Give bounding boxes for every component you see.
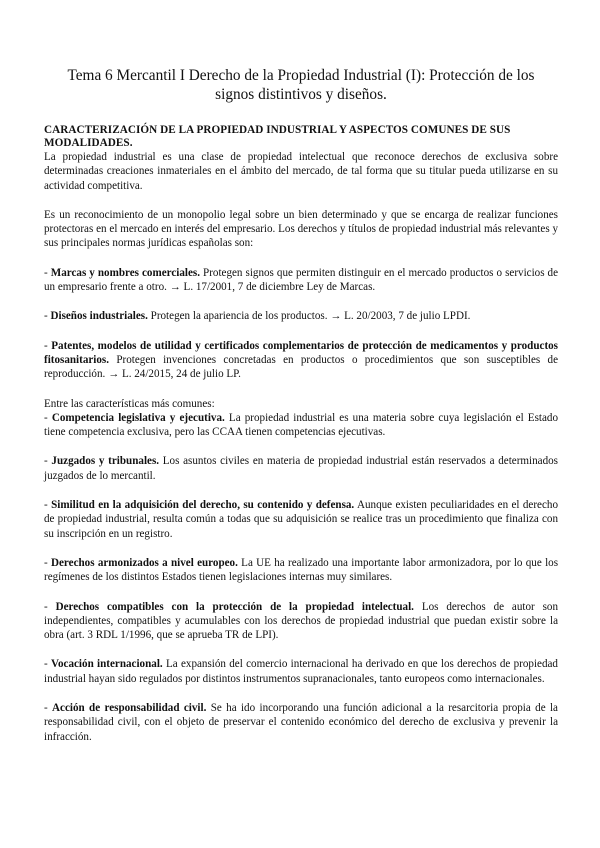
- item-term: Juzgados y tribunales.: [51, 455, 160, 468]
- item-text: Protegen la apariencia de los productos. → L. 20/2003, 7 de julio LPDI.: [147, 310, 471, 323]
- item-text: Protegen invenciones concretadas en productos o procedimientos que son susceptibles de reproducción. → L. 24/2015, 24 de julio LP.: [44, 353, 558, 381]
- item-prefix: -: [44, 702, 53, 715]
- item-text: Los asuntos civiles en materia de propiedad industrial están reservados a determinados juzgados de lo mercantil.: [44, 455, 559, 482]
- feature-item-armonizados: [44, 556, 558, 585]
- features-intro: Entre las características más comunes:: [44, 397, 215, 410]
- section-heading: CARACTERIZACIÓN DE LA PROPIEDAD INDUSTRIAL Y ASPECTOS COMUNES DE SUS MODALIDADES.: [44, 124, 511, 149]
- type-item-disenos: [44, 309, 558, 323]
- item-term: Vocación internacional.: [51, 658, 163, 671]
- feature-item-compatibles: [44, 600, 558, 643]
- item-term: Derechos armonizados a nivel europeo.: [51, 556, 238, 569]
- item-text: Se ha ido incorporando una función adicional a la resarcitoria propia de la responsabilidad civil, con el objeto de preservar el contenido económico del derecho de exclusiva y prevenir la infracción.: [44, 702, 558, 743]
- type-item-marcas: [44, 266, 558, 295]
- item-prefix: -: [44, 499, 52, 512]
- item-prefix: -: [44, 339, 52, 352]
- item-text: Protegen signos que permiten distinguir en el mercado productos o servicios de un empresario frente a otro. → L. 17/2001, 7 de diciembre Ley de Marcas.: [44, 266, 559, 294]
- item-prefix: -: [44, 658, 51, 671]
- item-prefix: -: [44, 266, 51, 279]
- item-term: Marcas y nombres comerciales.: [50, 266, 201, 279]
- feature-item-juzgados: [44, 454, 558, 483]
- item-prefix: -: [44, 556, 51, 569]
- item-text: Los derechos de autor son independientes, compatibles y acumulables con los derechos de propiedad industrial que puedan existir sobre la obra (art. 3 RDL 1/1996, que se aprueba TR de LPI).: [44, 600, 558, 642]
- type-item-patentes: [44, 339, 558, 382]
- item-term: Similitud en la adquisición del derecho, su contenido y defensa.: [51, 499, 355, 512]
- item-text: La propiedad industrial es una materia sobre cuya legislación el Estado tiene competencia exclusiva, pero las CCAA tienen competencias ejecutivas.: [44, 411, 558, 439]
- feature-item-vocacion: [44, 657, 558, 686]
- item-text: La UE ha realizado una importante labor armonizadora, por lo que los regímenes de los distintos Estados tienen legislaciones internas muy similares.: [44, 556, 559, 584]
- item-text: Aunque existen peculiaridades en el derecho de propiedad industrial, resulta común a todas que su adquisición se realice tras un procedimiento que finaliza con su inscripción en un registro.: [44, 499, 558, 540]
- item-term: Diseños industriales.: [50, 310, 148, 323]
- item-text: La expansión del comercio internacional ha derivado en que los derechos de propiedad industrial hayan sido regulados por distintos instrumentos supranacionales, tanto europeos como internacionales.: [44, 658, 558, 685]
- item-prefix: -: [44, 310, 51, 323]
- feature-item-similitud: [44, 498, 558, 541]
- intro-paragraph-2: Es un reconocimiento de un monopolio legal sobre un bien determinado y que se encarga de realizar funciones protectoras en el mercado en interés del empresario. Los derechos y títulos de propiedad industrial más relevantes y sus principales normas jurídicas españolas son:: [44, 208, 558, 250]
- item-prefix: -: [44, 455, 52, 468]
- item-term: Derechos compatibles con la protección de la propiedad intelectual.: [55, 600, 414, 613]
- item-prefix: -: [44, 411, 52, 424]
- document-title: Tema 6 Mercantil I Derecho de la Propiedad Industrial (I): Protección de los signos distintivos y diseños.: [67, 67, 535, 103]
- item-term: Competencia legislativa y ejecutiva.: [51, 411, 225, 424]
- feature-item-competencia: [44, 411, 558, 440]
- item-term: Acción de responsabilidad civil.: [52, 702, 207, 715]
- item-prefix: -: [44, 600, 56, 613]
- feature-item-responsabilidad: [44, 701, 558, 744]
- intro-paragraph-1: La propiedad industrial es una clase de propiedad intelectual que reconoce derechos de exclusiva sobre determinadas creaciones inmateriales en el ámbito del mercado, de tal forma que su titular pueda utilizarse en su actividad competitiva.: [44, 151, 558, 192]
- item-term: Patentes, modelos de utilidad y certificados complementarios de protección de medicamentos y productos fitosanitarios.: [44, 339, 558, 366]
- document-page: [44, 66, 558, 744]
